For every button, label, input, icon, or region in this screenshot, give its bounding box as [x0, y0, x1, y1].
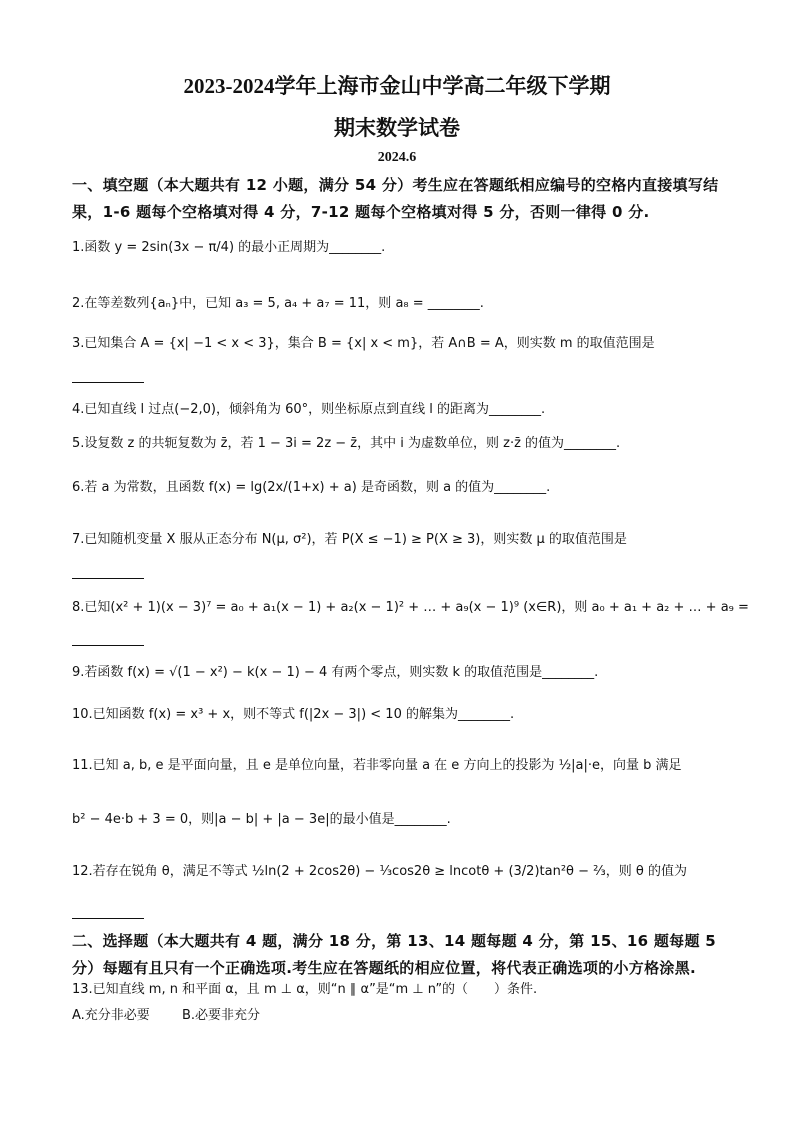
- question-11-line2: b² − 4e·b + 3 = 0，则|a − b| + |a − 3e|的最小值是________.: [72, 812, 451, 827]
- exam-title: 2023-2024学年上海市金山中学高二年级下学期: [183, 74, 611, 98]
- question-1: 1.函数 y = 2sin(3x − π/4) 的最小正周期为________.: [72, 240, 386, 255]
- question-4: 4.已知直线 l 过点(−2,0)，倾斜角为 60°，则坐标原点到直线 l 的距离为________.: [72, 402, 546, 417]
- answer-blank-3: [72, 382, 144, 383]
- option-a: A.充分非必要: [72, 1008, 150, 1023]
- section2-heading: 二、选择题（本大题共有 4 题，满分 18 分，第 13、14 题每题 4 分，第 15、16 题每题 5 分）每题有且只有一个正确选项.考生应在答题纸的相应位置，将代表正确选项的小方格涂黑.: [72, 932, 717, 977]
- question-10: 10.已知函数 f(x) = x³ + x，则不等式 f(|2x − 3|) < 10 的解集为________.: [72, 707, 515, 722]
- question-5: 5.设复数 z 的共轭复数为 z̄，若 1 − 3i = 2z − z̄，其中 i 为虚数单位，则 z·z̄ 的值为________.: [72, 436, 621, 451]
- question-8: 8.已知(x² + 1)(x − 3)⁷ = a₀ + a₁(x − 1) + a₂(x − 1)² + … + a₉(x − 1)⁹ (x∈R)，则 a₀ + a₁ + a₂ + … + a₉ =: [72, 600, 749, 615]
- question-6: 6.若 a 为常数，且函数 f(x) = lg(2x/(1+x) + a) 是奇函数，则 a 的值为________.: [72, 480, 551, 495]
- question-2: 2.在等差数列{aₙ}中，已知 a₃ = 5, a₄ + a₇ = 11，则 a₈ = ________.: [72, 296, 484, 311]
- exam-date: 2024.6: [377, 150, 417, 165]
- answer-blank-7: [72, 578, 144, 579]
- question-3: 3.已知集合 A = {x| −1 < x < 3}，集合 B = {x| x < m}，若 A∩B = A，则实数 m 的取值范围是: [72, 336, 655, 351]
- question-12: 12.若存在锐角 θ，满足不等式 ½ln(2 + 2cos2θ) − ⅓cos2θ ≥ lncotθ + (3/2)tan²θ − ⅔，则 θ 的值为: [72, 864, 687, 879]
- answer-blank-8: [72, 645, 144, 646]
- answer-blank-12: [72, 918, 144, 919]
- question-7: 7.已知随机变量 X 服从正态分布 N(μ, σ²)，若 P(X ≤ −1) ≥ P(X ≥ 3)，则实数 μ 的取值范围是: [72, 532, 627, 547]
- section1-heading: 一、填空题（本大题共有 12 小题，满分 54 分）考生应在答题纸相应编号的空格内直接填写结果，1-6 题每个空格填对得 4 分，7-12 题每个空格填对得 5 分，否则一律得 0 分.: [72, 176, 719, 221]
- question-9: 9.若函数 f(x) = √(1 − x²) − k(x − 1) − 4 有两个零点，则实数 k 的取值范围是________.: [72, 665, 599, 680]
- option-b: B.必要非充分: [182, 1008, 261, 1023]
- question-11-line1: 11.已知 a, b, e 是平面向量，且 e 是单位向量，若非零向量 a 在 e 方向上的投影为 ½|a|·e，向量 b 满足: [72, 758, 682, 773]
- exam-subtitle: 期末数学试卷: [334, 116, 460, 140]
- question-13: 13.已知直线 m, n 和平面 α，且 m ⊥ α，则“n ∥ α”是“m ⊥ n”的（ ）条件.: [72, 982, 538, 997]
